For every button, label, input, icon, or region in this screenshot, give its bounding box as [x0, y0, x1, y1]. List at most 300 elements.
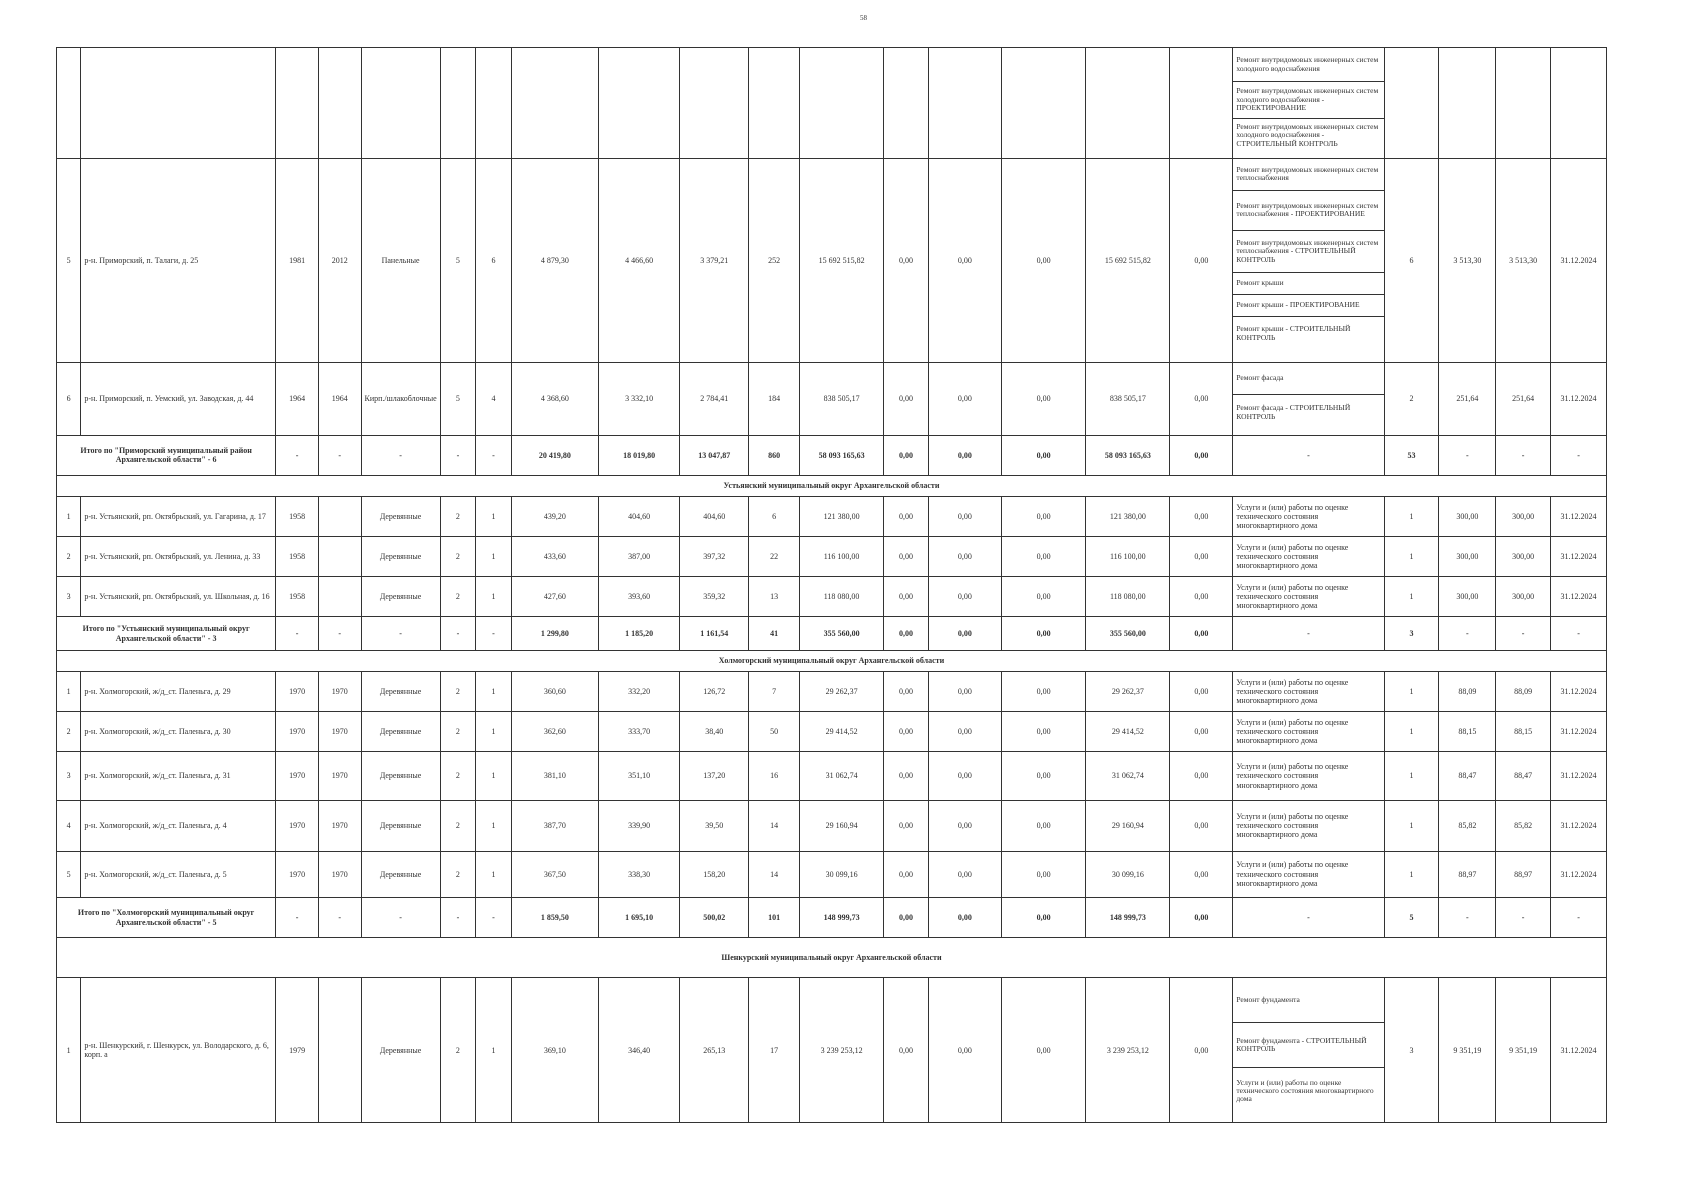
table-cell: [749, 48, 800, 159]
table-cell: 0,00: [1001, 672, 1085, 712]
table-cell: 0,00: [884, 752, 929, 801]
table-cell: 0,00: [1001, 617, 1085, 651]
table-cell: [1384, 48, 1439, 159]
table-cell: 0,00: [928, 362, 1001, 435]
table-cell: 101: [749, 897, 800, 937]
table-cell: 0,00: [928, 496, 1001, 536]
section-header: [57, 650, 1607, 671]
table-cell: Деревянные: [361, 800, 440, 851]
total-label: Итого по "Холмогорский муниципальный округ Архангельской области" - 5: [57, 897, 276, 937]
table-cell: 3 332,10: [598, 362, 679, 435]
table-cell: 1: [1384, 577, 1439, 617]
table-cell: 1964: [276, 362, 319, 435]
table-cell: 31.12.2024: [1551, 672, 1607, 712]
address: р-н. Холмогорский, ж/д_ст. Паленьга, д. 29: [81, 672, 276, 712]
table-cell: -: [361, 435, 440, 475]
address: р-н. Холмогорский, ж/д_ст. Паленьга, д. 31: [81, 752, 276, 801]
table-cell: 0,00: [1170, 158, 1233, 362]
total-row: [57, 617, 1607, 651]
table-row: [57, 978, 1607, 1123]
table-cell: 338,30: [598, 851, 679, 897]
table-cell: 1: [57, 978, 81, 1123]
table-cell: 252: [749, 158, 800, 362]
work-item: Услуги и (или) работы по оценке технического состояния многоквартирного дома: [1233, 672, 1384, 712]
table-cell: 30 099,16: [1086, 851, 1170, 897]
table-cell: 1958: [276, 496, 319, 536]
table-cell: -: [1551, 435, 1607, 475]
table-cell: 6: [476, 158, 512, 362]
table-cell: 393,60: [598, 577, 679, 617]
table-cell: 3 513,30: [1439, 158, 1496, 362]
table-cell: 1: [1384, 752, 1439, 801]
table-cell: 1970: [276, 712, 319, 752]
table-cell: [928, 48, 1001, 159]
table-cell: 31 062,74: [799, 752, 883, 801]
table-cell: 1970: [318, 851, 361, 897]
table-cell: 1: [476, 800, 512, 851]
continuation-row: [57, 48, 1607, 159]
table-row: [57, 672, 1607, 712]
table-cell: -: [1551, 617, 1607, 651]
table-cell: 387,70: [511, 800, 598, 851]
table-cell: 1958: [276, 536, 319, 576]
table-cell: 1970: [276, 752, 319, 801]
table-cell: 53: [1384, 435, 1439, 475]
table-cell: 4: [57, 800, 81, 851]
table-cell: 2: [440, 800, 476, 851]
table-cell: 1: [1384, 536, 1439, 576]
table-cell: 0,00: [1170, 897, 1233, 937]
work-item: Услуги и (или) работы по оценке технического состояния многоквартирного дома: [1233, 577, 1384, 617]
table-cell: [57, 48, 81, 159]
table-cell: -: [318, 897, 361, 937]
table-cell: 31.12.2024: [1551, 362, 1607, 435]
table-cell: 31.12.2024: [1551, 577, 1607, 617]
table-row: [57, 851, 1607, 897]
table-cell: 5: [440, 362, 476, 435]
address: р-н. Устьянский, рп. Октябрьский, ул. Ленина, д. 33: [81, 536, 276, 576]
table-cell: -: [318, 435, 361, 475]
table-cell: 1: [476, 851, 512, 897]
table-cell: 6: [749, 496, 800, 536]
table-cell: 0,00: [1170, 851, 1233, 897]
table-row: [57, 536, 1607, 576]
table-cell: 31 062,74: [1086, 752, 1170, 801]
table-cell: Деревянные: [361, 536, 440, 576]
address: р-н. Холмогорский, ж/д_ст. Паленьга, д. 5: [81, 851, 276, 897]
table-cell: 355 560,00: [799, 617, 883, 651]
table-cell: 439,20: [511, 496, 598, 536]
table-cell: 121 380,00: [1086, 496, 1170, 536]
table-cell: -: [361, 897, 440, 937]
table-cell: 2: [440, 536, 476, 576]
table-cell: -: [276, 435, 319, 475]
work-item: Услуги и (или) работы по оценке технического состояния многоквартирного дома: [1236, 1077, 1374, 1104]
table-cell: 0,00: [928, 851, 1001, 897]
table-cell: [476, 48, 512, 159]
table-cell: 14: [749, 800, 800, 851]
table-cell: 300,00: [1496, 577, 1551, 617]
table-cell: 3: [57, 577, 81, 617]
table-cell: [680, 48, 749, 159]
work-item: Услуги и (или) работы по оценке технического состояния многоквартирного дома: [1233, 752, 1384, 801]
table-cell: 121 380,00: [799, 496, 883, 536]
table-cell: 0,00: [1170, 672, 1233, 712]
table-cell: 300,00: [1439, 536, 1496, 576]
table-cell: -: [361, 617, 440, 651]
table-cell: -: [1439, 617, 1496, 651]
table-cell: 0,00: [928, 536, 1001, 576]
table-cell: 22: [749, 536, 800, 576]
table-cell: 351,10: [598, 752, 679, 801]
table-cell: Деревянные: [361, 851, 440, 897]
table-cell: 0,00: [884, 362, 929, 435]
table-cell: 0,00: [1001, 752, 1085, 801]
table-cell: 14: [749, 851, 800, 897]
table-cell: 0,00: [1170, 362, 1233, 435]
table-cell: -: [276, 617, 319, 651]
work-item: Ремонт внутридомовых инженерных систем холодного водоснабжения - ПРОЕКТИРОВАНИЕ: [1233, 82, 1383, 119]
total-label: Итого по "Устьянский муниципальный округ Архангельской области" - 3: [57, 617, 276, 651]
table-cell: 3: [1384, 978, 1439, 1123]
table-cell: 265,13: [680, 978, 749, 1123]
table-cell: Деревянные: [361, 978, 440, 1123]
table-cell: Деревянные: [361, 712, 440, 752]
table-cell: 0,00: [1170, 536, 1233, 576]
table-cell: 1: [57, 672, 81, 712]
table-cell: 30 099,16: [799, 851, 883, 897]
work-item: Ремонт крыши - ПРОЕКТИРОВАНИЕ: [1233, 295, 1383, 317]
work-item: Услуги и (или) работы по оценке технического состояния многоквартирного дома: [1233, 496, 1384, 536]
table-cell: 148 999,73: [799, 897, 883, 937]
work-item: Ремонт фасада: [1233, 363, 1383, 395]
table-cell: 300,00: [1496, 536, 1551, 576]
table-cell: 2: [440, 978, 476, 1123]
table-cell: 339,90: [598, 800, 679, 851]
table-cell: 2: [440, 496, 476, 536]
total-label: Итого по "Приморский муниципальный район Архангельской области" - 6: [57, 435, 276, 475]
table-cell: 29 414,52: [1086, 712, 1170, 752]
table-cell: 0,00: [1170, 577, 1233, 617]
table-cell: 4 879,30: [511, 158, 598, 362]
table-cell: 3 239 253,12: [1086, 978, 1170, 1123]
table-cell: 126,72: [680, 672, 749, 712]
table-cell: -: [476, 435, 512, 475]
table-cell: Деревянные: [361, 752, 440, 801]
table-cell: 85,82: [1496, 800, 1551, 851]
table-cell: 0,00: [1170, 712, 1233, 752]
table-cell: 2: [57, 536, 81, 576]
table-cell: 360,60: [511, 672, 598, 712]
table-cell: 2012: [318, 158, 361, 362]
table-cell: 2: [440, 712, 476, 752]
total-row: [57, 897, 1607, 937]
table-cell: -: [1496, 617, 1551, 651]
table-cell: 88,15: [1496, 712, 1551, 752]
table-cell: 1: [1384, 672, 1439, 712]
table-cell: 31.12.2024: [1551, 752, 1607, 801]
table-cell: 88,09: [1439, 672, 1496, 712]
table-cell: 397,32: [680, 536, 749, 576]
table-cell: 1979: [276, 978, 319, 1123]
table-cell: 0,00: [884, 496, 929, 536]
table-cell: 50: [749, 712, 800, 752]
table-cell: 29 262,37: [799, 672, 883, 712]
table-cell: 29 414,52: [799, 712, 883, 752]
work-item: Ремонт фундамента - СТРОИТЕЛЬНЫЙ КОНТРОЛЬ: [1233, 1023, 1383, 1068]
table-cell: 427,60: [511, 577, 598, 617]
table-cell: 118 080,00: [1086, 577, 1170, 617]
work-types-cell: [1233, 362, 1384, 435]
table-cell: 1 161,54: [680, 617, 749, 651]
table-cell: 300,00: [1496, 496, 1551, 536]
table-cell: Кирп./шлакоблочные: [361, 362, 440, 435]
table-cell: [318, 978, 361, 1123]
table-cell: 88,47: [1439, 752, 1496, 801]
table-cell: -: [476, 617, 512, 651]
table-cell: [1439, 48, 1496, 159]
table-cell: Деревянные: [361, 496, 440, 536]
table-cell: -: [440, 435, 476, 475]
table-cell: 31.12.2024: [1551, 496, 1607, 536]
table-cell: 1970: [318, 672, 361, 712]
table-cell: 88,47: [1496, 752, 1551, 801]
table-cell: 0,00: [1170, 752, 1233, 801]
table-cell: 500,02: [680, 897, 749, 937]
table-cell: 1970: [276, 851, 319, 897]
table-cell: 1: [476, 672, 512, 712]
table-cell: 1: [476, 496, 512, 536]
table-cell: 6: [1384, 158, 1439, 362]
table-cell: [799, 48, 883, 159]
table-cell: 1981: [276, 158, 319, 362]
table-cell: 15 692 515,82: [1086, 158, 1170, 362]
table-row: [57, 800, 1607, 851]
table-cell: 118 080,00: [799, 577, 883, 617]
table-cell: 5: [57, 158, 81, 362]
table-cell: 31.12.2024: [1551, 978, 1607, 1123]
table-cell: 0,00: [1001, 897, 1085, 937]
table-cell: -: [476, 897, 512, 937]
table-cell: Деревянные: [361, 577, 440, 617]
table-cell: 4 466,60: [598, 158, 679, 362]
table-cell: 1 695,10: [598, 897, 679, 937]
table-cell: 367,50: [511, 851, 598, 897]
table-cell: 1: [1384, 496, 1439, 536]
table-cell: 31.12.2024: [1551, 800, 1607, 851]
table-cell: 838 505,17: [799, 362, 883, 435]
table-cell: 0,00: [1170, 800, 1233, 851]
table-cell: [1496, 48, 1551, 159]
table-cell: 38,40: [680, 712, 749, 752]
table-cell: 355 560,00: [1086, 617, 1170, 651]
table-cell: 0,00: [1170, 978, 1233, 1123]
table-cell: 1: [476, 712, 512, 752]
table-cell: Холмогорский муниципальный округ Архангельской области: [57, 650, 1607, 671]
table-cell: 0,00: [928, 897, 1001, 937]
table-cell: 1958: [276, 577, 319, 617]
table-cell: 0,00: [884, 712, 929, 752]
table-cell: 88,15: [1439, 712, 1496, 752]
table-cell: 85,82: [1439, 800, 1496, 851]
table-cell: 4 368,60: [511, 362, 598, 435]
table-cell: 0,00: [928, 617, 1001, 651]
table-cell: [318, 536, 361, 576]
table-cell: 4: [476, 362, 512, 435]
table-cell: 1: [1384, 800, 1439, 851]
table-cell: 0,00: [884, 851, 929, 897]
table-cell: 2 784,41: [680, 362, 749, 435]
table-cell: Деревянные: [361, 672, 440, 712]
table-cell: [318, 577, 361, 617]
work-types-cell: [1233, 48, 1384, 159]
table-cell: 184: [749, 362, 800, 435]
work-item: Услуги и (или) работы по оценке технического состояния многоквартирного дома: [1233, 536, 1384, 576]
table-cell: -: [1439, 435, 1496, 475]
table-cell: 0,00: [928, 435, 1001, 475]
address: р-н. Устьянский, рп. Октябрьский, ул. Гагарина, д. 17: [81, 496, 276, 536]
table-cell: 0,00: [1170, 435, 1233, 475]
table-cell: -: [1496, 435, 1551, 475]
table-cell: [361, 48, 440, 159]
table-cell: 0,00: [884, 577, 929, 617]
table-cell: 1: [476, 536, 512, 576]
table-cell: 1964: [318, 362, 361, 435]
table-cell: -: [1233, 897, 1384, 937]
table-cell: 17: [749, 978, 800, 1123]
table-cell: Шенкурский муниципальный округ Архангельской области: [57, 938, 1607, 978]
table-cell: 5: [440, 158, 476, 362]
table-cell: -: [440, 617, 476, 651]
table-cell: -: [1439, 897, 1496, 937]
table-cell: [1001, 48, 1085, 159]
table-cell: [440, 48, 476, 159]
work-item: Ремонт внутридомовых инженерных систем теплоснабжения - ПРОЕКТИРОВАНИЕ: [1233, 191, 1383, 231]
table-cell: 0,00: [1001, 536, 1085, 576]
address: р-н. Шенкурский, г. Шенкурск, ул. Володарского, д. 6, корп. а: [81, 978, 276, 1123]
table-cell: 41: [749, 617, 800, 651]
table-cell: 332,20: [598, 672, 679, 712]
table-cell: 2: [1384, 362, 1439, 435]
table-cell: 15 692 515,82: [799, 158, 883, 362]
table-cell: 1970: [276, 672, 319, 712]
table-cell: 13 047,87: [680, 435, 749, 475]
table-cell: 1: [1384, 851, 1439, 897]
table-cell: 1: [476, 978, 512, 1123]
table-cell: 1970: [276, 800, 319, 851]
table-cell: 0,00: [884, 672, 929, 712]
address: р-н. Приморский, п. Талаги, д. 25: [81, 158, 276, 362]
table-cell: 1: [476, 752, 512, 801]
table-cell: [598, 48, 679, 159]
table-row: [57, 752, 1607, 801]
table-cell: 13: [749, 577, 800, 617]
table-cell: 58 093 165,63: [1086, 435, 1170, 475]
table-cell: -: [440, 897, 476, 937]
table-cell: [1086, 48, 1170, 159]
table-cell: [511, 48, 598, 159]
table-cell: -: [318, 617, 361, 651]
table-cell: 404,60: [598, 496, 679, 536]
table-cell: [81, 48, 276, 159]
table-cell: 31.12.2024: [1551, 536, 1607, 576]
table-cell: 0,00: [928, 577, 1001, 617]
table-cell: 0,00: [1001, 577, 1085, 617]
table-cell: 346,40: [598, 978, 679, 1123]
table-cell: [1170, 48, 1233, 159]
table-cell: 9 351,19: [1439, 978, 1496, 1123]
table-cell: 0,00: [884, 158, 929, 362]
table-cell: 0,00: [884, 978, 929, 1123]
table-cell: 0,00: [1001, 800, 1085, 851]
work-item: Ремонт внутридомовых инженерных систем холодного водоснабжения - СТРОИТЕЛЬНЫЙ КОНТРОЛЬ: [1236, 121, 1379, 148]
table-row: [57, 362, 1607, 435]
table-cell: 2: [57, 712, 81, 752]
table-cell: 116 100,00: [1086, 536, 1170, 576]
table-cell: 838 505,17: [1086, 362, 1170, 435]
table-cell: -: [276, 897, 319, 937]
table-cell: 148 999,73: [1086, 897, 1170, 937]
table-cell: [1551, 48, 1607, 159]
table-cell: 0,00: [928, 672, 1001, 712]
table-cell: 369,10: [511, 978, 598, 1123]
table-cell: -: [1233, 617, 1384, 651]
address: р-н. Приморский, п. Уемский, ул. Заводская, д. 44: [81, 362, 276, 435]
table-cell: 18 019,80: [598, 435, 679, 475]
address: р-н. Холмогорский, ж/д_ст. Паленьга, д. 4: [81, 800, 276, 851]
work-item: Услуги и (или) работы по оценке технического состояния многоквартирного дома: [1233, 800, 1384, 851]
work-item: Ремонт фундамента: [1233, 978, 1383, 1023]
page-number: 58: [860, 14, 867, 22]
table-cell: 0,00: [884, 617, 929, 651]
table-cell: 3 379,21: [680, 158, 749, 362]
table-cell: 362,60: [511, 712, 598, 752]
table-cell: 9 351,19: [1496, 978, 1551, 1123]
work-item: Ремонт внутридомовых инженерных систем теплоснабжения - СТРОИТЕЛЬНЫЙ КОНТРОЛЬ: [1233, 231, 1383, 273]
work-item: Ремонт крыши: [1233, 273, 1383, 295]
table-cell: 88,97: [1439, 851, 1496, 897]
table-cell: 300,00: [1439, 496, 1496, 536]
table-cell: 3: [57, 752, 81, 801]
table-cell: 0,00: [1170, 617, 1233, 651]
table-cell: 2: [440, 851, 476, 897]
table-cell: 1970: [318, 752, 361, 801]
table-cell: 860: [749, 435, 800, 475]
table-cell: 29 160,94: [1086, 800, 1170, 851]
table-cell: 3 513,30: [1496, 158, 1551, 362]
table-cell: 0,00: [928, 752, 1001, 801]
table-cell: 359,32: [680, 577, 749, 617]
table-cell: 1 859,50: [511, 897, 598, 937]
table-cell: 333,70: [598, 712, 679, 752]
table-row: [57, 158, 1607, 362]
table-cell: 381,10: [511, 752, 598, 801]
table-cell: 0,00: [1001, 496, 1085, 536]
table-cell: 0,00: [928, 158, 1001, 362]
work-item: Ремонт внутридомовых инженерных систем теплоснабжения: [1233, 159, 1383, 191]
table-cell: 0,00: [884, 536, 929, 576]
table-cell: 116 100,00: [799, 536, 883, 576]
table-cell: 0,00: [1001, 435, 1085, 475]
table-cell: 0,00: [928, 712, 1001, 752]
table-cell: 0,00: [1001, 158, 1085, 362]
table-cell: 39,50: [680, 800, 749, 851]
table-cell: 137,20: [680, 752, 749, 801]
table-cell: -: [1496, 897, 1551, 937]
table-cell: 0,00: [884, 435, 929, 475]
table-cell: 16: [749, 752, 800, 801]
table-cell: 1: [476, 577, 512, 617]
